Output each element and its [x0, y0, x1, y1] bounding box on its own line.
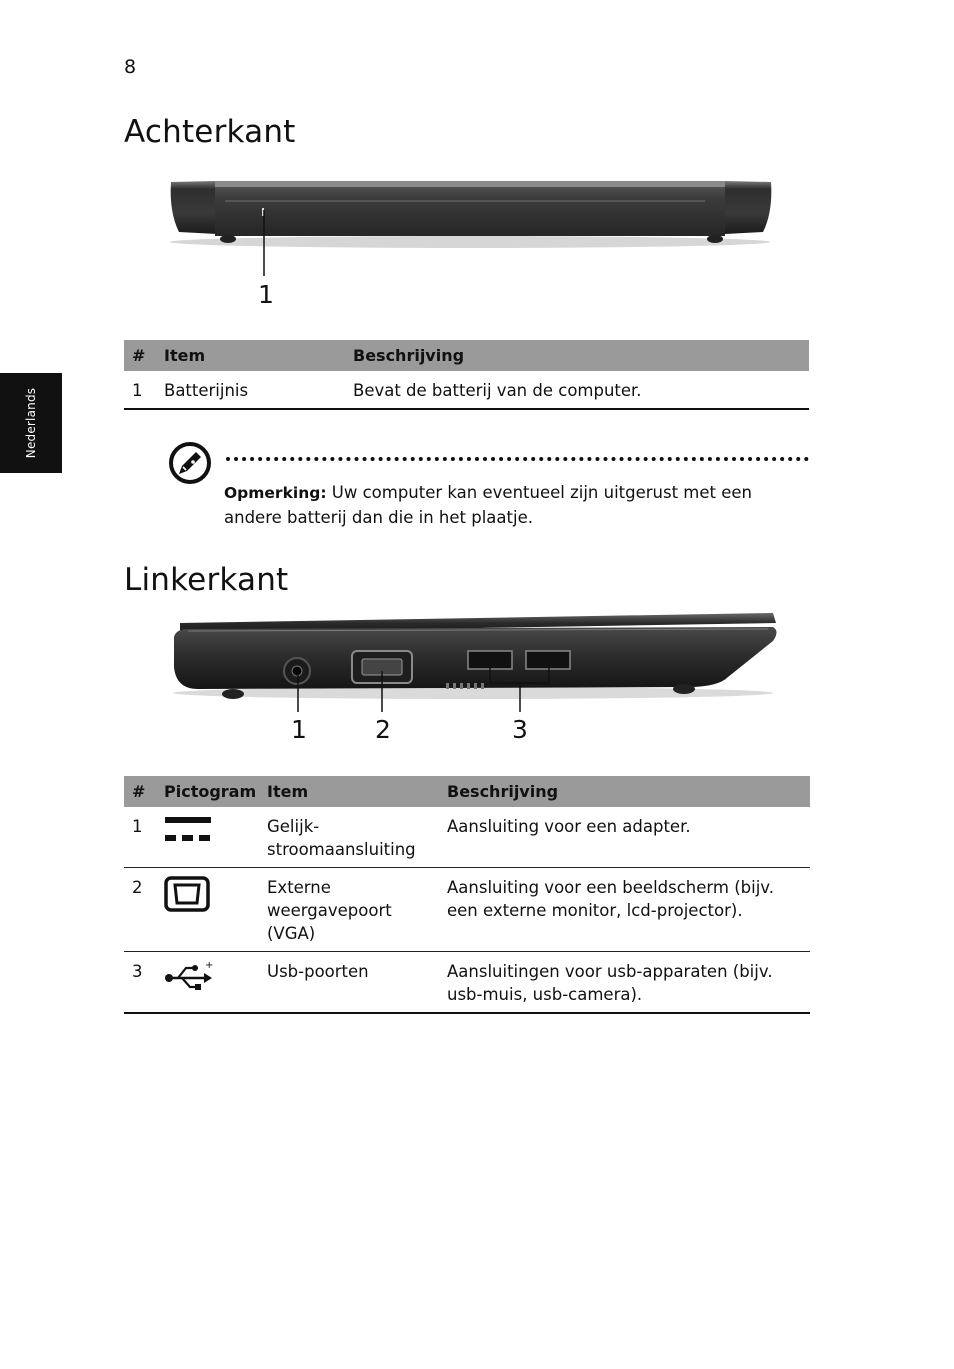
- usb-icon: [164, 960, 214, 990]
- left-callout-3: 3: [512, 715, 528, 744]
- col-header-pictogram: Pictogram: [156, 776, 259, 807]
- table-row: [124, 371, 809, 409]
- row-description: Bevat de batterij van de computer.: [345, 371, 809, 409]
- page-number: 8: [124, 56, 137, 78]
- col-header-number: #: [124, 340, 156, 371]
- col-header-number: #: [124, 776, 156, 807]
- row-item: Usb-poorten: [259, 952, 439, 1014]
- note-label: Opmerking:: [224, 484, 327, 502]
- left-callout-2: 2: [375, 715, 391, 744]
- laptop-left-view-image: [168, 607, 783, 717]
- table-header-row: [124, 340, 809, 371]
- row-pictogram: [156, 868, 259, 952]
- table-row: [124, 952, 810, 1014]
- note-body: Uw computer kan eventueel zijn uitgerust met een andere batterij dan die in het plaatje.: [224, 483, 752, 527]
- row-pictogram: [156, 807, 259, 868]
- note-dotted-divider: [226, 457, 809, 461]
- row-item: Gelijk-stroomaansluiting: [259, 807, 439, 868]
- vga-port-icon: [164, 876, 210, 912]
- left-view-heading: Linkerkant: [124, 562, 289, 598]
- left-callout-1: 1: [291, 715, 307, 744]
- laptop-rear-view-image: [165, 172, 785, 282]
- row-item: Batterijnis: [156, 371, 345, 409]
- row-number: 1: [124, 371, 156, 409]
- language-side-tab: [0, 373, 62, 473]
- left-spec-table: [124, 776, 810, 1014]
- side-tab-label: Nederlands: [24, 387, 38, 459]
- table-header-row: [124, 776, 810, 807]
- note-pen-icon: [167, 440, 213, 486]
- row-number: 3: [124, 952, 156, 1014]
- col-header-description: Beschrijving: [439, 776, 810, 807]
- col-header-item: Item: [156, 340, 345, 371]
- row-item: Externe weergavepoort (VGA): [259, 868, 439, 952]
- col-header-item: Item: [259, 776, 439, 807]
- dc-power-icon: [164, 815, 212, 845]
- table-row: [124, 868, 810, 952]
- svg-text:+: +: [205, 960, 214, 971]
- rear-callout-1: 1: [258, 280, 274, 309]
- rear-view-heading: Achterkant: [124, 114, 296, 150]
- rear-spec-table: [124, 340, 809, 410]
- table-row: [124, 807, 810, 868]
- row-description: Aansluitingen voor usb-apparaten (bijv. usb-muis, usb-camera).: [439, 952, 810, 1014]
- row-number: 2: [124, 868, 156, 952]
- note-text: [224, 481, 814, 529]
- row-description: Aansluiting voor een beeldscherm (bijv. een externe monitor, lcd-projector).: [439, 868, 810, 952]
- row-description: Aansluiting voor een adapter.: [439, 807, 810, 868]
- col-header-description: Beschrijving: [345, 340, 809, 371]
- row-pictogram: [156, 952, 259, 1014]
- row-number: 1: [124, 807, 156, 868]
